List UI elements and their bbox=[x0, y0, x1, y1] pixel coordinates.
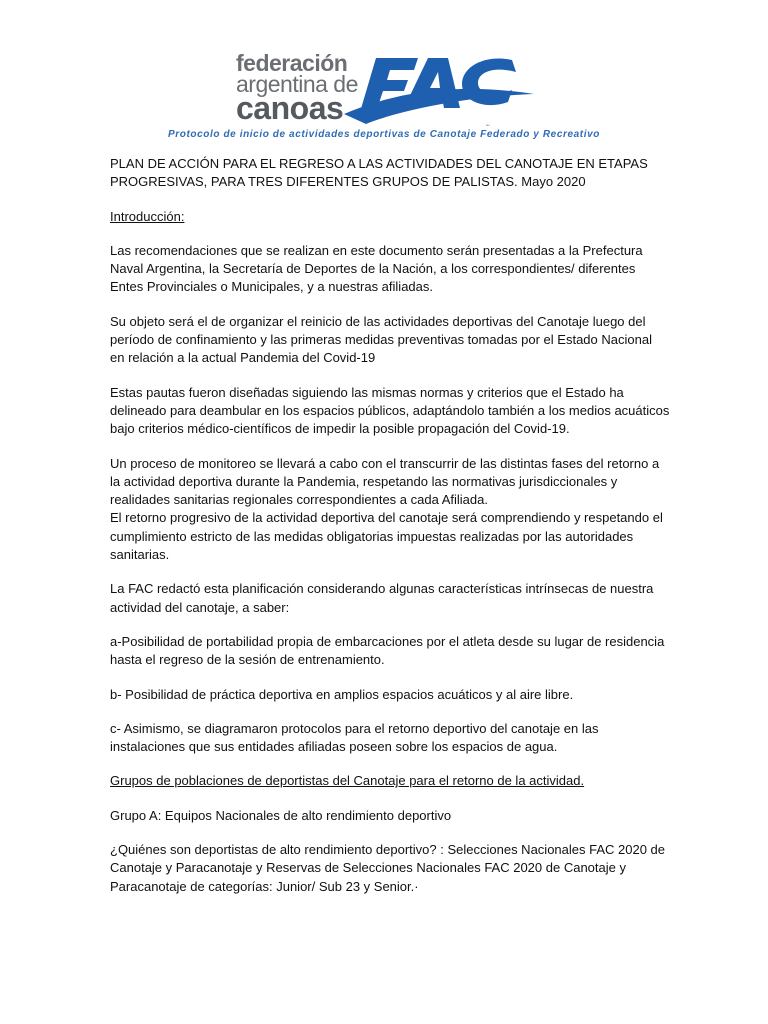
groups-heading: Grupos de poblaciones de deportistas del Canotaje para el retorno de la actividad. bbox=[110, 773, 585, 789]
paragraph-guidelines: Estas pautas fueron diseñadas siguiendo las mismas normas y criterios que el Estado ha delineado para deambular en los espacios públicos, adaptándolo también a los medios acuáticos bajo criterios médico-científicos de impedir la posible propagación del Covid-19. bbox=[110, 384, 670, 437]
item-c: c- Asimismo, se diagramaron protocolos para el retorno deportivo del canotaje en las instalaciones que sus entidades afiliadas poseen sobre los espacios de agua. bbox=[110, 720, 599, 755]
document-title: PLAN DE ACCIÓN PARA EL REGRESO A LAS ACTIVIDADES DEL CANOTAJE EN ETAPAS PROGRESIVAS, PARA TRES DIFERENTES GRUPOS DE PALISTAS. Mayo 2020 bbox=[110, 156, 648, 190]
fac-logo-mark bbox=[336, 52, 536, 128]
logo-line-2: argentina de bbox=[236, 71, 358, 97]
logo-line-1: federación bbox=[236, 50, 348, 76]
paragraph-group-a: ¿Quiénes son deportistas de alto rendimiento deportivo? : Selecciones Nacionales FAC 2020 de Canotaje y Paracanotaje y Reservas de Selecciones Nacionales FAC 2020 de Canotaje y Paracanotaje de categorías: Junior/ Sub 23 y Senior.· bbox=[110, 842, 665, 894]
paragraph-recommendations: Las recomendaciones que se realizan en este documento serán presentadas a la Prefectura Naval Argentina, la Secretaría de Deportes de la Nación, a los correspondientes/ diferentes Entes Provinciales o Municipales, y a nuestras afiliadas. bbox=[110, 242, 643, 295]
fac-logo bbox=[236, 52, 536, 128]
logo-mark-text: FAC bbox=[486, 125, 490, 127]
intro-heading: Introducción: bbox=[110, 208, 185, 224]
logo-line-3: canoas bbox=[236, 90, 344, 126]
document-body bbox=[110, 155, 670, 912]
paragraph-monitoring: Un proceso de monitoreo se llevará a cabo con el transcurrir de las distintas fases del retorno a la actividad deportiva durante la Pandemia, respetando las normativas jurisdiccionales y realidades sanitarias regionales correspondientes a cada Afiliada. bbox=[110, 455, 660, 508]
paragraph-progressive-return: El retorno progresivo de la actividad deportiva del canotaje será comprendiendo y respetando el cumplimiento estricto de las medidas obligatorias impuestas realizadas por las autoridades sanitarias. bbox=[110, 510, 663, 563]
group-a-heading: Grupo A: Equipos Nacionales de alto rendimiento deportivo bbox=[110, 807, 452, 823]
document-subtitle: Protocolo de inicio de actividades deportivas de Canotaje Federado y Recreativo bbox=[168, 129, 600, 140]
item-b: b- Posibilidad de práctica deportiva en amplios espacios acuáticos y al aire libre. bbox=[110, 686, 574, 702]
paragraph-objective: Su objeto será el de organizar el reinicio de las actividades deportivas del Canotaje luego del período de confinamiento y las primeras medidas preventivas tomadas por el Estado Nacional en relación a la actual Pandemia del Covid-19 bbox=[110, 313, 652, 366]
paragraph-planning: La FAC redactó esta planificación considerando algunas características intrínsecas de nuestra actividad del canotaje, a saber: bbox=[110, 581, 654, 615]
item-a: a-Posibilidad de portabilidad propia de embarcaciones por el atleta desde su lugar de residencia hasta el regreso de la sesión de entrenamiento. bbox=[110, 633, 665, 668]
